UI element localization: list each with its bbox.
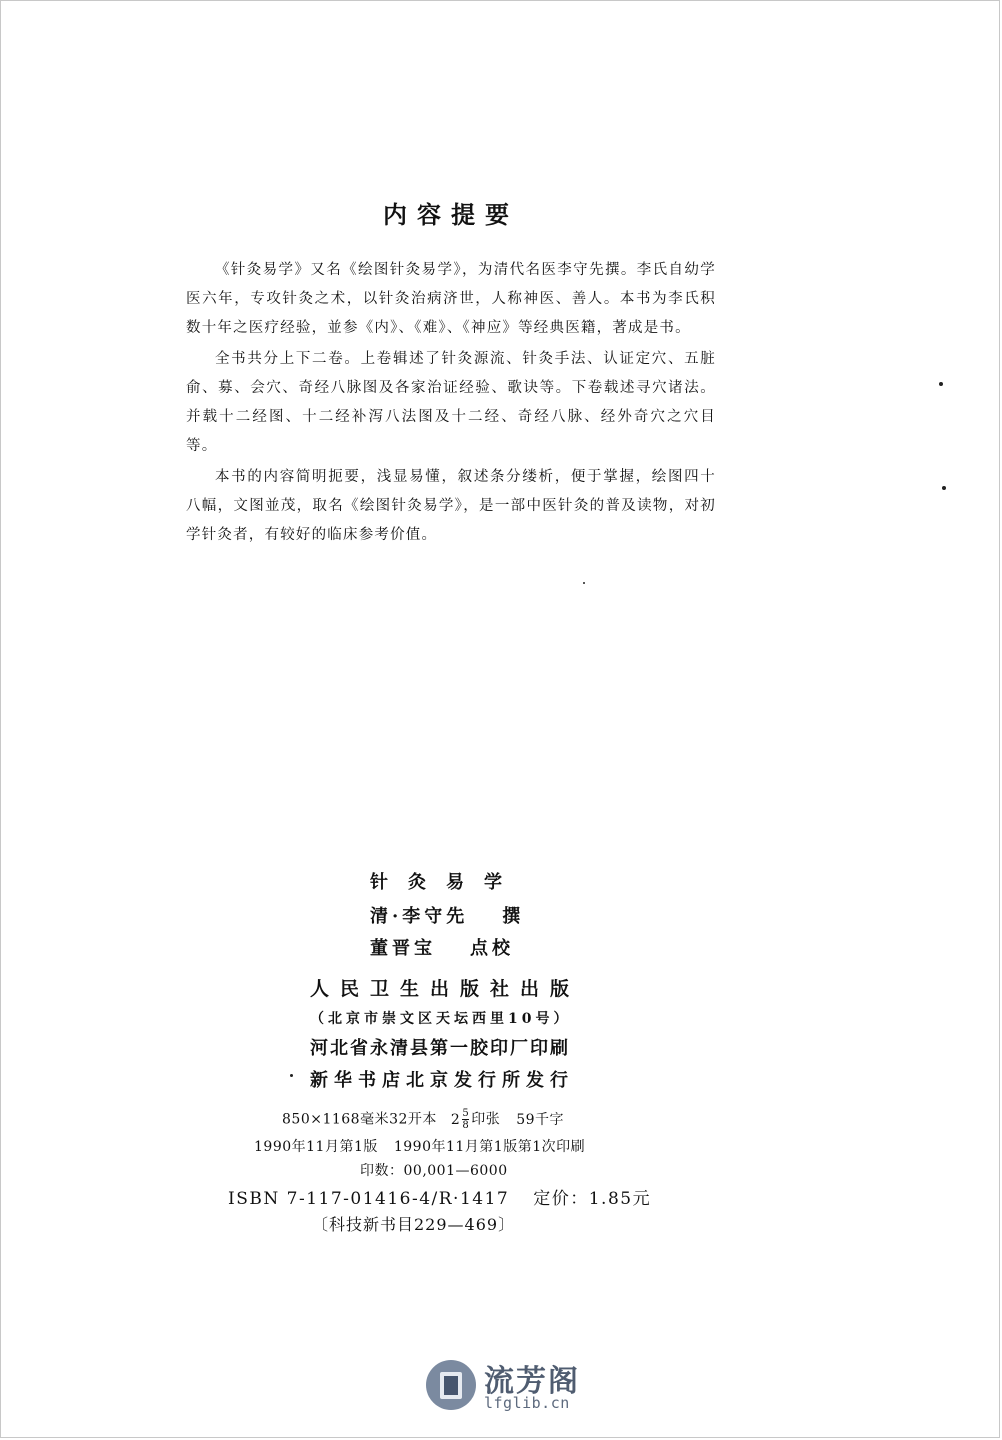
- colophon-publisher: 人民卫生出版社出版: [310, 978, 581, 1000]
- colophon-first-printing: 1990年11月第1版第1次印刷: [393, 1139, 586, 1155]
- colophon-sheets-whole: 2: [450, 1111, 461, 1128]
- scan-speck: [290, 1074, 293, 1077]
- colophon-address: （北京市崇文区天坛西里10号）: [310, 1011, 572, 1027]
- colophon-editor: 董晋宝: [370, 938, 436, 959]
- colophon-format: 850×1168毫米32开本: [282, 1111, 437, 1128]
- watermark-url: lfglib.cn: [484, 1394, 570, 1412]
- colophon-catalog: 〔科技新书目229—469〕: [312, 1215, 516, 1234]
- watermark-name: 流芳阁: [484, 1364, 580, 1399]
- colophon-printer: 河北省永清县第一胶印厂印刷: [310, 1038, 570, 1059]
- colophon-sheets-fraction: [462, 1108, 469, 1131]
- colophon-spec-line: [282, 1108, 564, 1131]
- colophon-isbn: ISBN 7-117-01416-4/R·1417: [228, 1189, 510, 1209]
- colophon-editor-line: [370, 934, 514, 960]
- colophon-book-title: 针灸易学: [370, 872, 522, 893]
- colophon-editor-role: 点校: [470, 938, 514, 959]
- colophon-word-count: 59千字: [516, 1111, 565, 1128]
- book-logo-icon: [426, 1360, 476, 1410]
- summary-title: 内容提要: [383, 201, 519, 229]
- watermark: [426, 1356, 586, 1416]
- colophon-sheets-unit: 印张: [471, 1111, 501, 1128]
- scan-speck: [939, 382, 943, 386]
- summary-paragraph-2: 全书共分上下二卷。上卷辑述了针灸源流、针灸手法、认证定穴、五脏俞、募、会穴、奇经八脉图及各家治证经验、歌诀等。下卷载述寻穴诸法。并载十二经图、十二经补泻八法图及十二经、奇经八脉、经外奇穴之穴目等。: [186, 351, 716, 454]
- colophon-author-line: [370, 902, 524, 928]
- colophon-author: 清·李守先: [370, 906, 469, 927]
- colophon-distributor: 新华书店北京发行所发行: [310, 1070, 574, 1091]
- colophon-sheets-numerator: 5: [462, 1108, 470, 1119]
- colophon-isbn-line: [228, 1184, 651, 1209]
- summary-section: [186, 195, 716, 550]
- scan-speck: [942, 486, 946, 490]
- colophon-print-run: 印数：00,001—6000: [360, 1163, 508, 1179]
- summary-paragraph-1: 《针灸易学》又名《绘图针灸易学》，为清代名医李守先撰。李氏自幼学医六年，专攻针灸之术，以针灸治病济世，人称神医、善人。本书为李氏积数十年之医疗经验，並参《内》、《难》、《神应》等经典医籍，著成是书。: [186, 262, 716, 336]
- colophon-edition-line: [254, 1136, 585, 1156]
- colophon-price: 定价：1.85元: [533, 1189, 652, 1209]
- scan-speck: [583, 582, 585, 584]
- colophon-author-role: 撰: [502, 906, 525, 927]
- summary-paragraph-3: 本书的内容简明扼要，浅显易懂，叙述条分缕析，便于掌握，绘图四十八幅，文图並茂，取名《绘图针灸易学》，是一部中医针灸的普及读物，对初学针灸者，有较好的临床参考价值。: [186, 469, 716, 543]
- colophon-first-edition: 1990年11月第1版: [254, 1139, 378, 1155]
- colophon-sheets-denominator: 8: [462, 1120, 470, 1131]
